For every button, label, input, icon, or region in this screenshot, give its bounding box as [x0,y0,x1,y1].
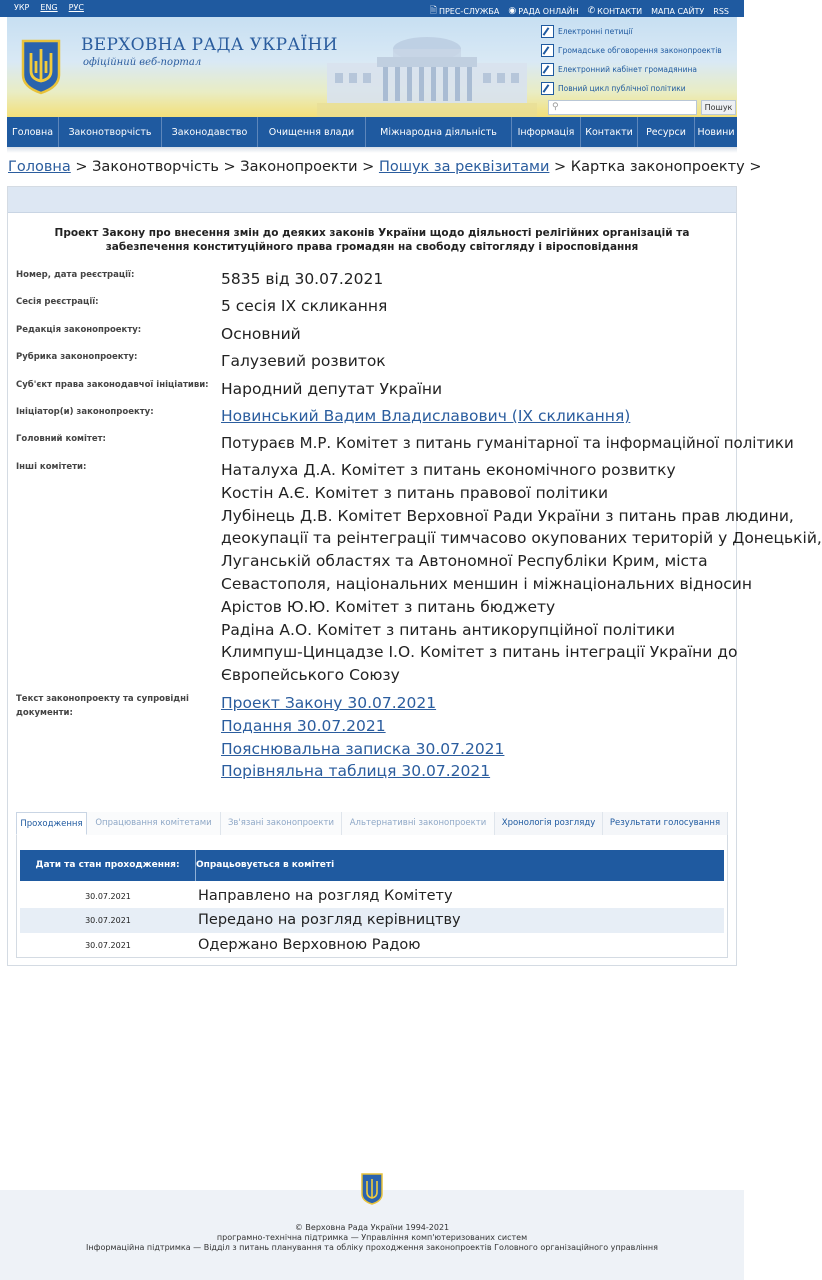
edition-label: Редакція законопроекту: [16,325,142,335]
row-status: Одержано Верховною Радою [198,937,421,953]
nav-item-lawmaking[interactable]: Законотворчість [59,117,162,147]
doc-link-explanatory-note[interactable]: Пояснювальна записка 30.07.2021 [221,739,505,758]
site-subtitle: офіційний веб-портал [83,57,202,68]
doc-link-submission[interactable]: Подання 30.07.2021 [221,716,386,735]
breadcrumb-search[interactable]: Пошук за реквізитами [378,159,550,175]
quick-link-label: Громадське обговорення законопроектів [558,46,722,55]
quick-link-petitions[interactable] [541,22,736,41]
quick-link-cabinet[interactable] [541,60,736,79]
row-status: Направлено на розгляд Комітету [198,888,453,904]
footer-info-support: Інформаційна підтримка — Відділ з питань планування та обліку проходження законопроектів Головного організаційного управління [86,1243,658,1252]
table-row [20,908,724,933]
documents-label-line: документи: [16,708,73,718]
tab-review-chronology[interactable]: Хронологія розгляду [495,812,603,835]
nav-item-international[interactable]: Міжнародна діяльність [366,117,512,147]
documents-label-line: Текст законопроекту та супровідні [16,694,189,704]
rubric-label: Рубрика законопроекту: [16,352,138,362]
row-date: 30.07.2021 [85,941,131,950]
rada-online-label: РАДА ОНЛАЙН [518,6,579,16]
parliament-building-image [317,23,537,117]
documents-label [16,692,189,720]
committee-line: Костін А.Є. Комітет з питань правової політики [221,483,609,502]
edit-icon [541,44,554,57]
initiator-link[interactable]: Новинський Вадим Владиславович (IX скликання) [221,407,631,425]
nav-item-information[interactable]: Інформація [512,117,581,147]
broadcast-icon: ◉ [508,6,517,16]
quick-link-label: Електронні петиції [558,27,633,36]
search-icon: ⚲ [552,102,559,112]
nav-shadow [7,147,737,153]
documents-list [221,692,504,783]
quick-link-label: Електронний кабінет громадянина [558,65,697,74]
committee-line: Арістов Ю.Ю. Комітет з питань бюджету [221,597,556,616]
session-label: Сесія реєстрації: [16,297,99,307]
nav-item-home[interactable]: Головна [7,117,59,147]
committee-line: Севастополя, національних меншин і міжнаціональних відносин [221,574,753,593]
other-committees-list [221,459,822,687]
committee-line: Климпуш-Цинцадзе І.О. Комітет з питань інтеграції України до [221,643,738,662]
lang-eng[interactable]: ENG [40,3,58,12]
breadcrumb-home[interactable]: Головна [8,159,71,175]
tab-alternative-bills[interactable]: Альтернативні законопроекти [342,812,495,835]
sitemap-link[interactable]: МАПА САЙТУ [651,6,705,16]
edit-icon [541,82,554,95]
committee-line: деокупації та реінтеграції тимчасово окупованих територій у Донецькій, [221,529,822,548]
table-row [20,933,724,958]
other-committees-label: Інші комітети: [16,462,87,472]
nav-item-legislation[interactable]: Законодавство [162,117,258,147]
subject-value: Народний депутат України [221,380,443,398]
row-status: Передано на розгляд керівництву [198,912,461,928]
subject-label: Суб'єкт права законодавчої ініціативи: [16,380,209,390]
breadcrumb [8,159,761,175]
passage-col-status: Опрацьовується в комітеті [196,860,335,870]
main-committee-value: Потураєв М.Р. Комітет з питань гуманітарної та інформаційної політики [221,434,794,452]
passage-table-header [20,850,724,881]
lang-ukr[interactable]: УКР [14,3,30,12]
press-service-label: ПРЕС-СЛУЖБА [438,6,500,16]
bill-card-header-band [8,187,736,213]
main-committee-label: Головний комітет: [16,434,106,444]
breadcrumb-current: > Картка законопроекту > [549,159,762,175]
doc-link-draft-law[interactable]: Проект Закону 30.07.2021 [221,694,437,712]
committee-line: Радіна А.О. Комітет з питань антикорупційної політики [221,620,675,639]
document-icon: 🗎 [429,6,437,16]
committee-line: Луганській областях та Автономної Республіки Крим, міста [221,552,708,571]
initiator-label: Ініціатор(и) законопроекту: [16,407,154,417]
tab-voting-results[interactable]: Результати голосування [603,812,728,835]
edit-icon [541,63,554,76]
nav-item-lustration[interactable]: Очищення влади [258,117,366,147]
language-switcher [14,3,84,12]
quick-links [541,22,736,98]
site-title[interactable]: ВЕРХОВНА РАДА УКРАЇНИ [81,35,338,55]
table-row [20,884,724,909]
contacts-link[interactable] [588,6,642,16]
bill-tabs [16,812,728,835]
bill-title: Проект Закону про внесення змін до деяких законів України щодо діяльності релігійних організацій та забезпечення конституційного права громадян на свободу світогляду і віросповідання [54,227,690,253]
breadcrumb-path: > Законотворчість > Законопроекти > [70,159,379,175]
rubric-value: Галузевий розвиток [221,352,386,370]
passage-col-dates: Дати та стан проходження: [20,850,196,881]
main-nav [7,117,737,147]
rss-link[interactable]: RSS [713,6,729,16]
tab-passage[interactable]: Проходження [16,812,87,835]
nav-item-resources[interactable]: Ресурси [638,117,695,147]
reg-value: 5835 від 30.07.2021 [221,270,384,288]
nav-item-contacts[interactable]: Контакти [581,117,638,147]
quick-link-policy-cycle[interactable] [541,79,736,98]
doc-link-comparison-table[interactable]: Порівняльна таблиця 30.07.2021 [221,762,491,781]
edition-value: Основний [221,325,301,343]
top-bar [0,0,744,17]
quick-link-label: Повний цикл публічної політики [558,84,686,93]
tab-related-bills[interactable]: Зв'язані законопроекти [221,812,342,835]
quick-link-discussion[interactable] [541,41,736,60]
phone-icon: ✆ [587,6,596,16]
reg-label: Номер, дата реєстрації: [16,270,135,280]
lang-rus[interactable]: РУС [68,3,84,12]
nav-item-news[interactable]: Новини [697,126,735,138]
edit-icon [541,25,554,38]
footer-tech-support: програмно-технічна підтримка — Управління комп'ютеризованих систем [216,1233,528,1242]
session-value: 5 сесія IX скликання [221,297,388,315]
coat-of-arms-icon[interactable] [19,37,63,95]
search-button[interactable]: Пошук [701,100,736,115]
search-input[interactable] [548,100,697,115]
coat-of-arms-icon [360,1172,384,1206]
site-footer [0,1190,744,1280]
committee-line: Лубінець Д.В. Комітет Верховної Ради України з питань прав людини, [221,506,794,525]
tab-committee-processing[interactable]: Опрацювання комітетами [87,812,221,835]
committee-line: Європейського Союзу [221,666,400,685]
row-date: 30.07.2021 [85,892,131,901]
committee-line: Наталуха Д.А. Комітет з питань економічного розвитку [221,461,676,479]
rada-online-link[interactable] [508,6,578,16]
row-date: 30.07.2021 [85,916,131,925]
contacts-label: КОНТАКТИ [597,6,643,16]
footer-copyright: © Верховна Рада України 1994-2021 [294,1223,450,1232]
